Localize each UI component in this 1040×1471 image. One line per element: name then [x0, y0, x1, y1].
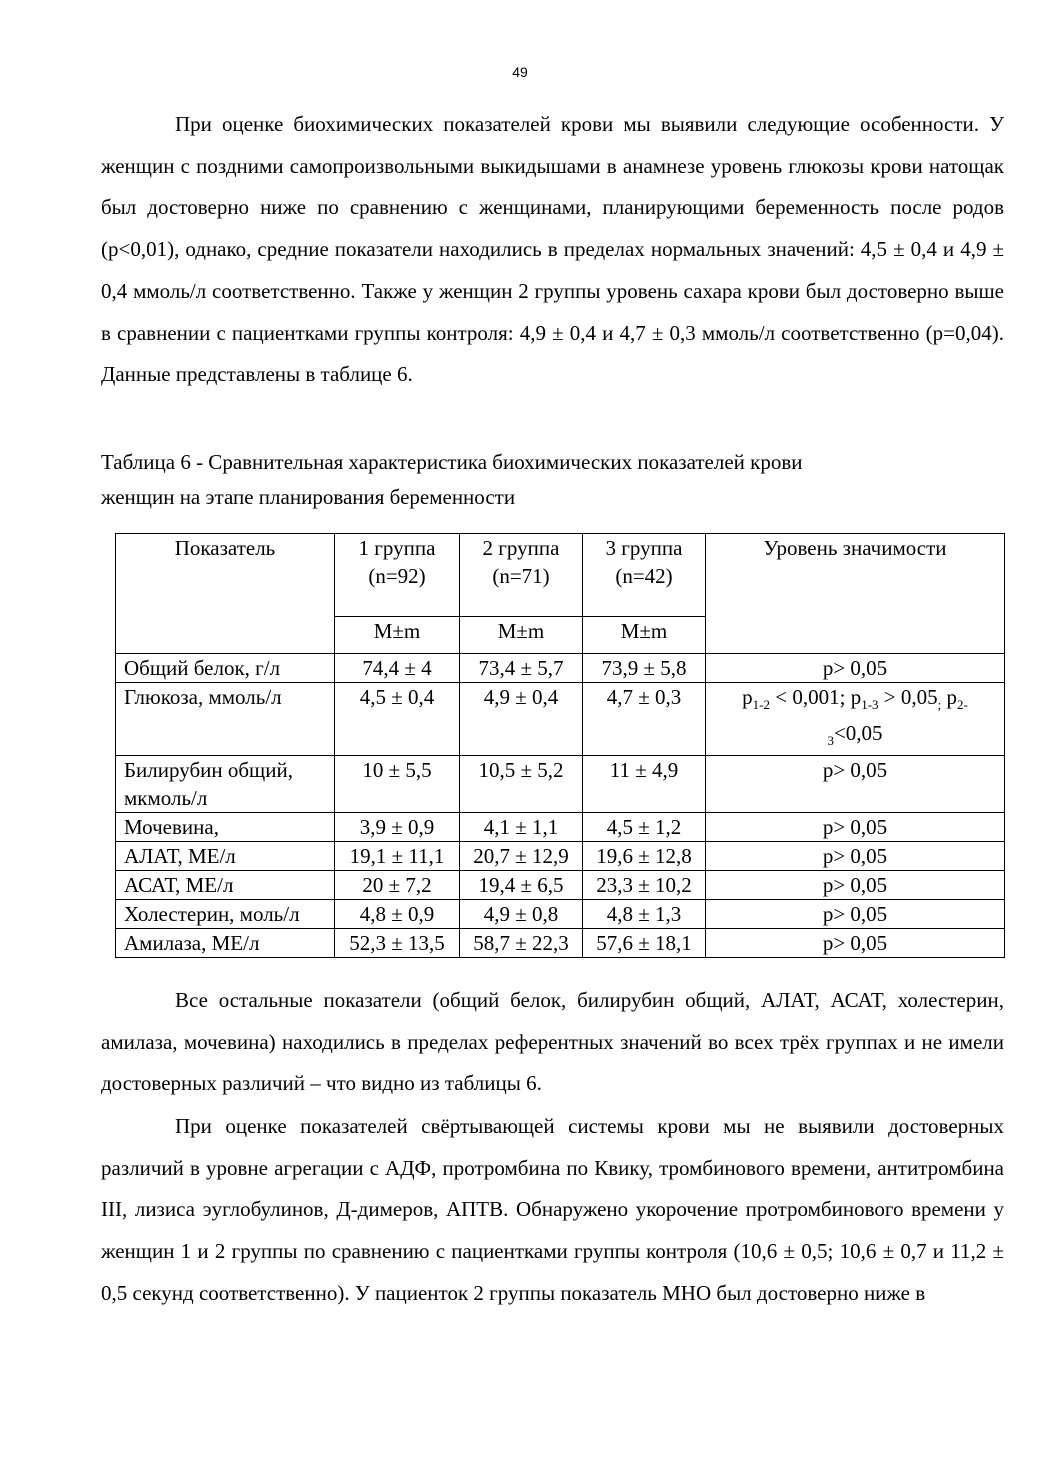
row-group-3-value: 23,3 ± 10,2 [583, 871, 706, 900]
table-row [116, 900, 1005, 929]
table-header-row [116, 534, 1005, 617]
row-group-1-value: 52,3 ± 13,5 [335, 929, 460, 958]
sig-sub-semicolon: ; [937, 697, 942, 713]
row-group-1-value: 10 ± 5,5 [335, 756, 460, 813]
sig-text-2: > 0,05 [878, 685, 938, 709]
paragraph-coagulation: При оценке показателей свёртывающей системы крови мы не выявили достоверных различий в уровне агрегации с АДФ, протромбина по Квику, тромбинового времени, антитромбина III, лизиса эуглобулинов, Д-димеров, АПТВ. Обнаружено укорочение протромбинового времени у женщин 1 и 2 группы по сравнению с пациентками группы контроля (10,6 ± 0,5; 10,6 ± 0,7 и 11,2 ± 0,5 секунд соответственно). У пациенток 2 группы показатель МНО был достоверно ниже в [101, 1114, 1004, 1305]
table-row [116, 842, 1005, 871]
row-name: Билирубин общий, мкмоль/л [116, 756, 335, 813]
table-caption-line-2: женщин на этапе планирования беременности [101, 485, 516, 509]
header-group-2 [460, 534, 583, 617]
row-significance: p> 0,05 [706, 900, 1005, 929]
table-row [116, 929, 1005, 958]
row-significance [706, 683, 1005, 756]
table-caption [101, 445, 1004, 515]
page-number: 49 [512, 64, 528, 80]
row-group-2-value: 58,7 ± 22,3 [460, 929, 583, 958]
header-group-3-label: 3 группа [605, 536, 683, 560]
row-group-3-value: 11 ± 4,9 [583, 756, 706, 813]
row-group-3-value: 4,7 ± 0,3 [583, 683, 706, 756]
row-name: АЛАТ, МЕ/л [116, 842, 335, 871]
header-stat-1: M±m [335, 617, 460, 654]
table-row [116, 683, 1005, 756]
row-group-2-value: 10,5 ± 5,2 [460, 756, 583, 813]
header-stat-2: M±m [460, 617, 583, 654]
row-group-1-value: 3,9 ± 0,9 [335, 813, 460, 842]
table-row [116, 871, 1005, 900]
row-group-2-value: 19,4 ± 6,5 [460, 871, 583, 900]
row-group-1-value: 74,4 ± 4 [335, 654, 460, 683]
row-group-2-value: 4,1 ± 1,1 [460, 813, 583, 842]
row-group-3-value: 73,9 ± 5,8 [583, 654, 706, 683]
table-row [116, 654, 1005, 683]
row-name: АСАТ, МЕ/л [116, 871, 335, 900]
row-group-1-value: 4,8 ± 0,9 [335, 900, 460, 929]
row-significance: p> 0,05 [706, 871, 1005, 900]
header-group-3 [583, 534, 706, 617]
header-group-1-label: 1 группа [358, 536, 436, 560]
table-row [116, 813, 1005, 842]
paragraph-other-indicators: Все остальные показатели (общий белок, билирубин общий, АЛАТ, АСАТ, холестерин, амилаза, мочевина) находились в пределах референтных значений во всех трёх группах и не имели достоверных различий – что видно из таблицы 6. [101, 988, 1004, 1096]
row-name: Мочевина, [116, 813, 335, 842]
sig-text-3: p [941, 685, 957, 709]
sig-p2: p [850, 685, 862, 709]
sig-text-4: <0,05 [833, 721, 883, 746]
sig-sub-3: 3 [827, 733, 834, 749]
row-group-2-value: 4,9 ± 0,4 [460, 683, 583, 756]
sig-p1: p [742, 685, 753, 709]
sig-sub-2: 2- [957, 697, 968, 713]
row-group-2-value: 73,4 ± 5,7 [460, 654, 583, 683]
table-row [116, 756, 1005, 813]
sig-text-1: < 0,001; [770, 685, 851, 709]
row-group-3-value: 4,5 ± 1,2 [583, 813, 706, 842]
row-name: Общий белок, г/л [116, 654, 335, 683]
header-group-3-n: (n=42) [615, 564, 673, 588]
header-indicator: Показатель [116, 534, 335, 654]
sig-sub-1-2: 1-2 [752, 697, 770, 713]
paragraph-biochemistry: При оценке биохимических показателей крови мы выявили следующие особенности. У женщин с поздними самопроизвольными выкидышами в анамнезе уровень глюкозы крови натощак был достоверно ниже по сравнению с женщинами, планирующими беременность после родов (р<0,01), однако, средние показатели находились в пределах нормальных значений: 4,5 ± 0,4 и 4,9 ± 0,4 ммоль/л соответственно. Также у женщин 2 группы уровень сахара крови был достоверно выше в сравнении с пациентками группы контроля: 4,9 ± 0,4 и 4,7 ± 0,3 ммоль/л соответственно (р=0,04). Данные представлены в таблице 6. [101, 112, 1004, 387]
row-significance: p> 0,05 [706, 929, 1005, 958]
row-name: Холестерин, моль/л [116, 900, 335, 929]
row-group-2-value: 4,9 ± 0,8 [460, 900, 583, 929]
table-caption-line-1: Таблица 6 - Сравнительная характеристика биохимических показателей крови [101, 450, 803, 474]
header-significance: Уровень значимости [706, 534, 1005, 654]
biochemistry-table [115, 533, 1005, 958]
row-group-2-value: 20,7 ± 12,9 [460, 842, 583, 871]
row-group-3-value: 19,6 ± 12,8 [583, 842, 706, 871]
row-group-3-value: 4,8 ± 1,3 [583, 900, 706, 929]
row-group-3-value: 57,6 ± 18,1 [583, 929, 706, 958]
row-significance: p> 0,05 [706, 842, 1005, 871]
header-group-2-label: 2 группа [482, 536, 560, 560]
row-group-1-value: 19,1 ± 11,1 [335, 842, 460, 871]
sig-sub-1-3: 1-3 [861, 697, 879, 713]
row-name: Амилаза, МЕ/л [116, 929, 335, 958]
row-significance: p> 0,05 [706, 756, 1005, 813]
header-group-2-n: (n=71) [492, 564, 550, 588]
row-group-1-value: 20 ± 7,2 [335, 871, 460, 900]
row-significance: p> 0,05 [706, 813, 1005, 842]
header-stat-3: M±m [583, 617, 706, 654]
row-name: Глюкоза, ммоль/л [116, 683, 335, 756]
header-group-1-n: (n=92) [368, 564, 426, 588]
row-group-1-value: 4,5 ± 0,4 [335, 683, 460, 756]
row-significance: p> 0,05 [706, 654, 1005, 683]
header-group-1 [335, 534, 460, 617]
